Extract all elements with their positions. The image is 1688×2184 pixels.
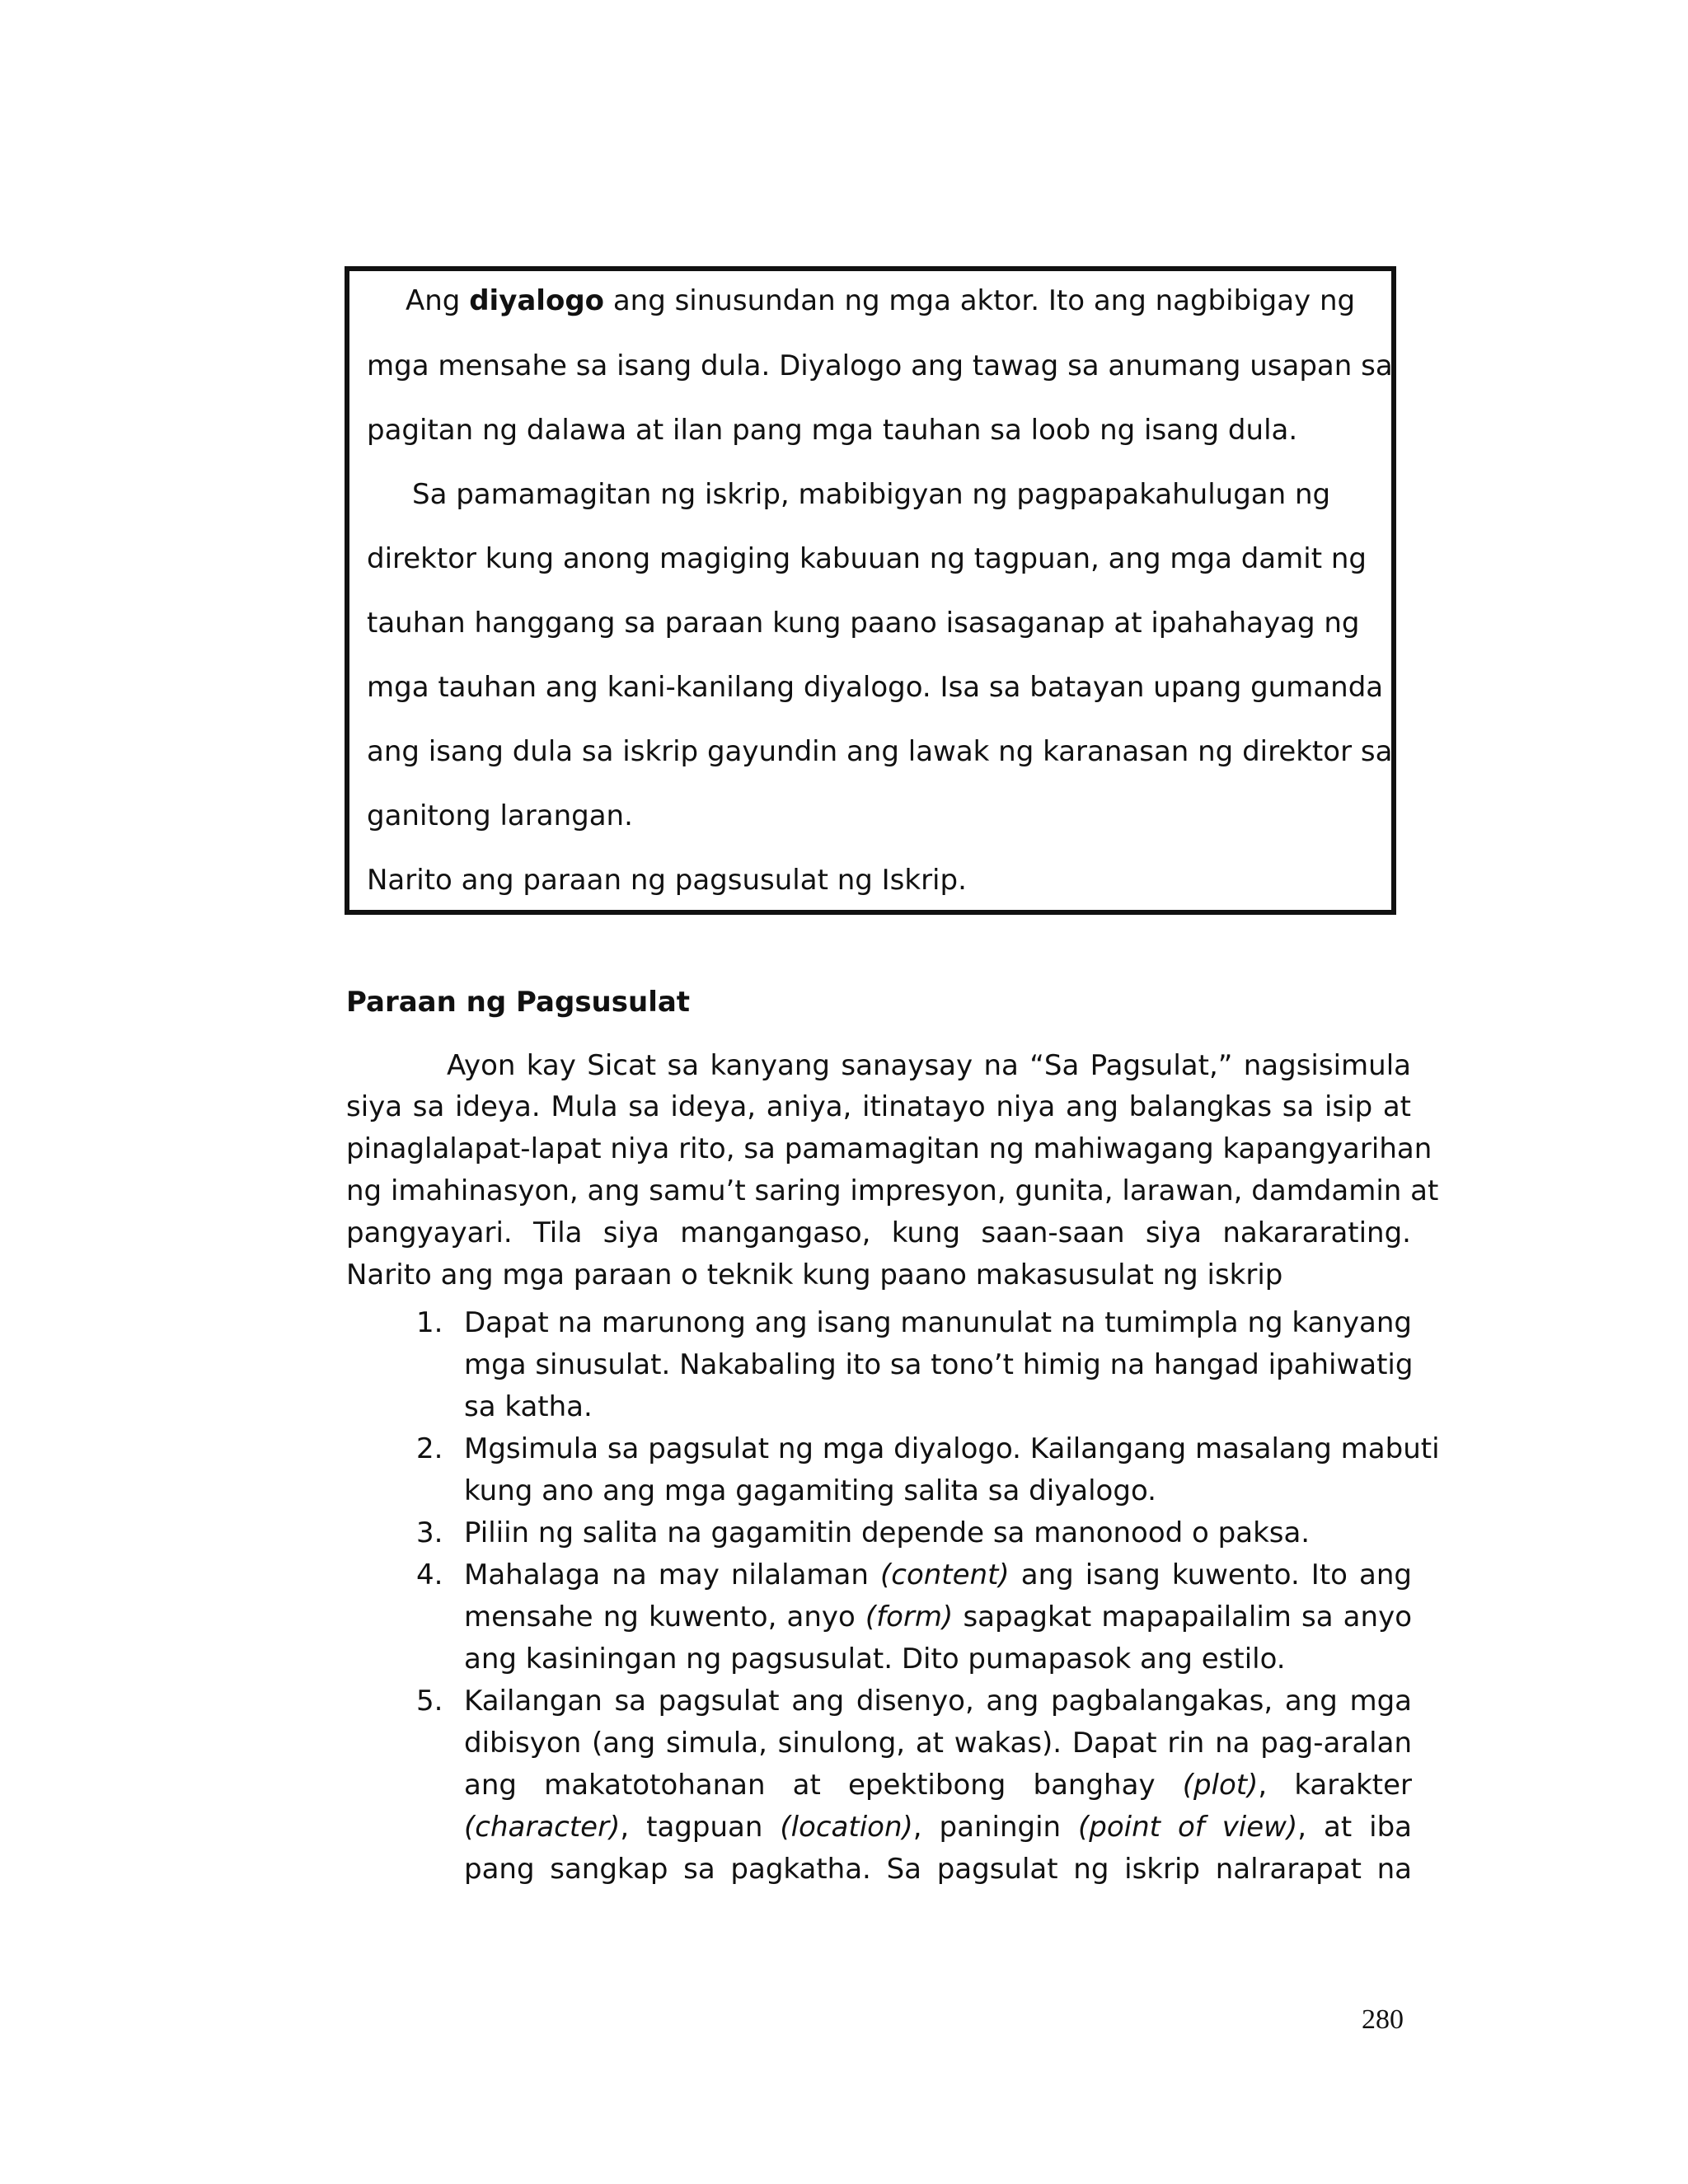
item-3-number: 3. bbox=[416, 1516, 443, 1549]
item-4-number: 4. bbox=[416, 1558, 443, 1591]
item-3-line-1: Piliin ng salita na gagamitin depende sa manonood o paksa. bbox=[464, 1516, 1311, 1549]
intro-line-1: Ayon kay Sicat sa kanyang sanaysay na “Sa Pagsulat,” nagsisimula bbox=[447, 1049, 1411, 1082]
item-5-line-1: Kailangan sa pagsulat ang disenyo, ang pagbalangakas, ang mga bbox=[464, 1685, 1412, 1718]
box-line-6: tauhan hanggang sa paraan kung paano isasaganap at ipahahayag ng bbox=[367, 607, 1360, 640]
intro-line-6: Narito ang mga paraan o teknik kung paano makasusulat ng iskrip bbox=[346, 1258, 1283, 1291]
box-line-9: ganitong larangan. bbox=[367, 799, 633, 832]
item-1-line-1: Dapat na marunong ang isang manunulat na tumimpla ng kanyang bbox=[464, 1306, 1412, 1339]
page-number: 280 bbox=[1362, 2004, 1404, 2035]
box-line-2: mga mensahe sa isang dula. Diyalogo ang tawag sa anumang usapan sa bbox=[367, 349, 1393, 382]
item-1-number: 1. bbox=[416, 1306, 443, 1339]
section-heading: Paraan ng Pagsusulat bbox=[346, 986, 691, 1019]
item-4-line-2: mensahe ng kuwento, anyo (form) sapagkat mapapailalim sa anyo bbox=[464, 1601, 1412, 1633]
item-2-number: 2. bbox=[416, 1432, 443, 1465]
intro-line-2: siya sa ideya. Mula sa ideya, aniya, itinatayo niya ang balangkas sa isip at bbox=[346, 1090, 1411, 1123]
item-5-line-3: ang makatotohanan at epektibong banghay (plot), karakter bbox=[464, 1769, 1412, 1802]
box-line-1: Ang diyalogo ang sinusundan ng mga aktor. Ito ang nagbibigay ng bbox=[406, 284, 1356, 317]
item-5-line-4: (character), tagpuan (location), paningin (point of view), at iba bbox=[464, 1811, 1412, 1844]
item-1-line-3: sa katha. bbox=[464, 1390, 593, 1423]
item-2-line-2: kung ano ang mga gagamiting salita sa diyalogo. bbox=[464, 1474, 1156, 1507]
item-5-line-2: dibisyon (ang simula, sinulong, at wakas). Dapat rin na pag-aralan bbox=[464, 1727, 1412, 1760]
box-line-8: ang isang dula sa iskrip gayundin ang lawak ng karanasan ng direktor sa bbox=[367, 735, 1393, 768]
item-1-line-2: mga sinusulat. Nakabaling ito sa tono’t himig na hangad ipahiwatig bbox=[464, 1348, 1414, 1381]
item-2-line-1: Mgsimula sa pagsulat ng mga diyalogo. Kailangang masalang mabuti bbox=[464, 1432, 1440, 1465]
box-line-4: Sa pamamagitan ng iskrip, mabibigyan ng pagpapakahulugan ng bbox=[412, 478, 1331, 511]
item-4-line-1: Mahalaga na may nilalaman (content) ang isang kuwento. Ito ang bbox=[464, 1558, 1412, 1591]
intro-line-5: pangyayari. Tila siya mangangaso, kung saan-saan siya nakararating. bbox=[346, 1216, 1411, 1249]
box-line-3: pagitan ng dalawa at ilan pang mga tauhan sa loob ng isang dula. bbox=[367, 414, 1298, 447]
intro-line-4: ng imahinasyon, ang samu’t saring impresyon, gunita, larawan, damdamin at bbox=[346, 1174, 1439, 1207]
item-4-line-3: ang kasiningan ng pagsusulat. Dito pumapasok ang estilo. bbox=[464, 1643, 1286, 1675]
box-line-7: mga tauhan ang kani-kanilang diyalogo. Isa sa batayan upang gumanda bbox=[367, 671, 1384, 704]
item-5-line-5: pang sangkap sa pagkatha. Sa pagsulat ng iskrip nalrarapat na bbox=[464, 1853, 1412, 1886]
intro-line-3: pinaglalapat-lapat niya rito, sa pamamagitan ng mahiwagang kapangyarihan bbox=[346, 1132, 1432, 1165]
box-line-5: direktor kung anong magiging kabuuan ng tagpuan, ang mga damit ng bbox=[367, 542, 1367, 575]
box-line-10: Narito ang paraan ng pagsusulat ng Iskrip. bbox=[367, 864, 967, 897]
item-5-number: 5. bbox=[416, 1685, 443, 1718]
